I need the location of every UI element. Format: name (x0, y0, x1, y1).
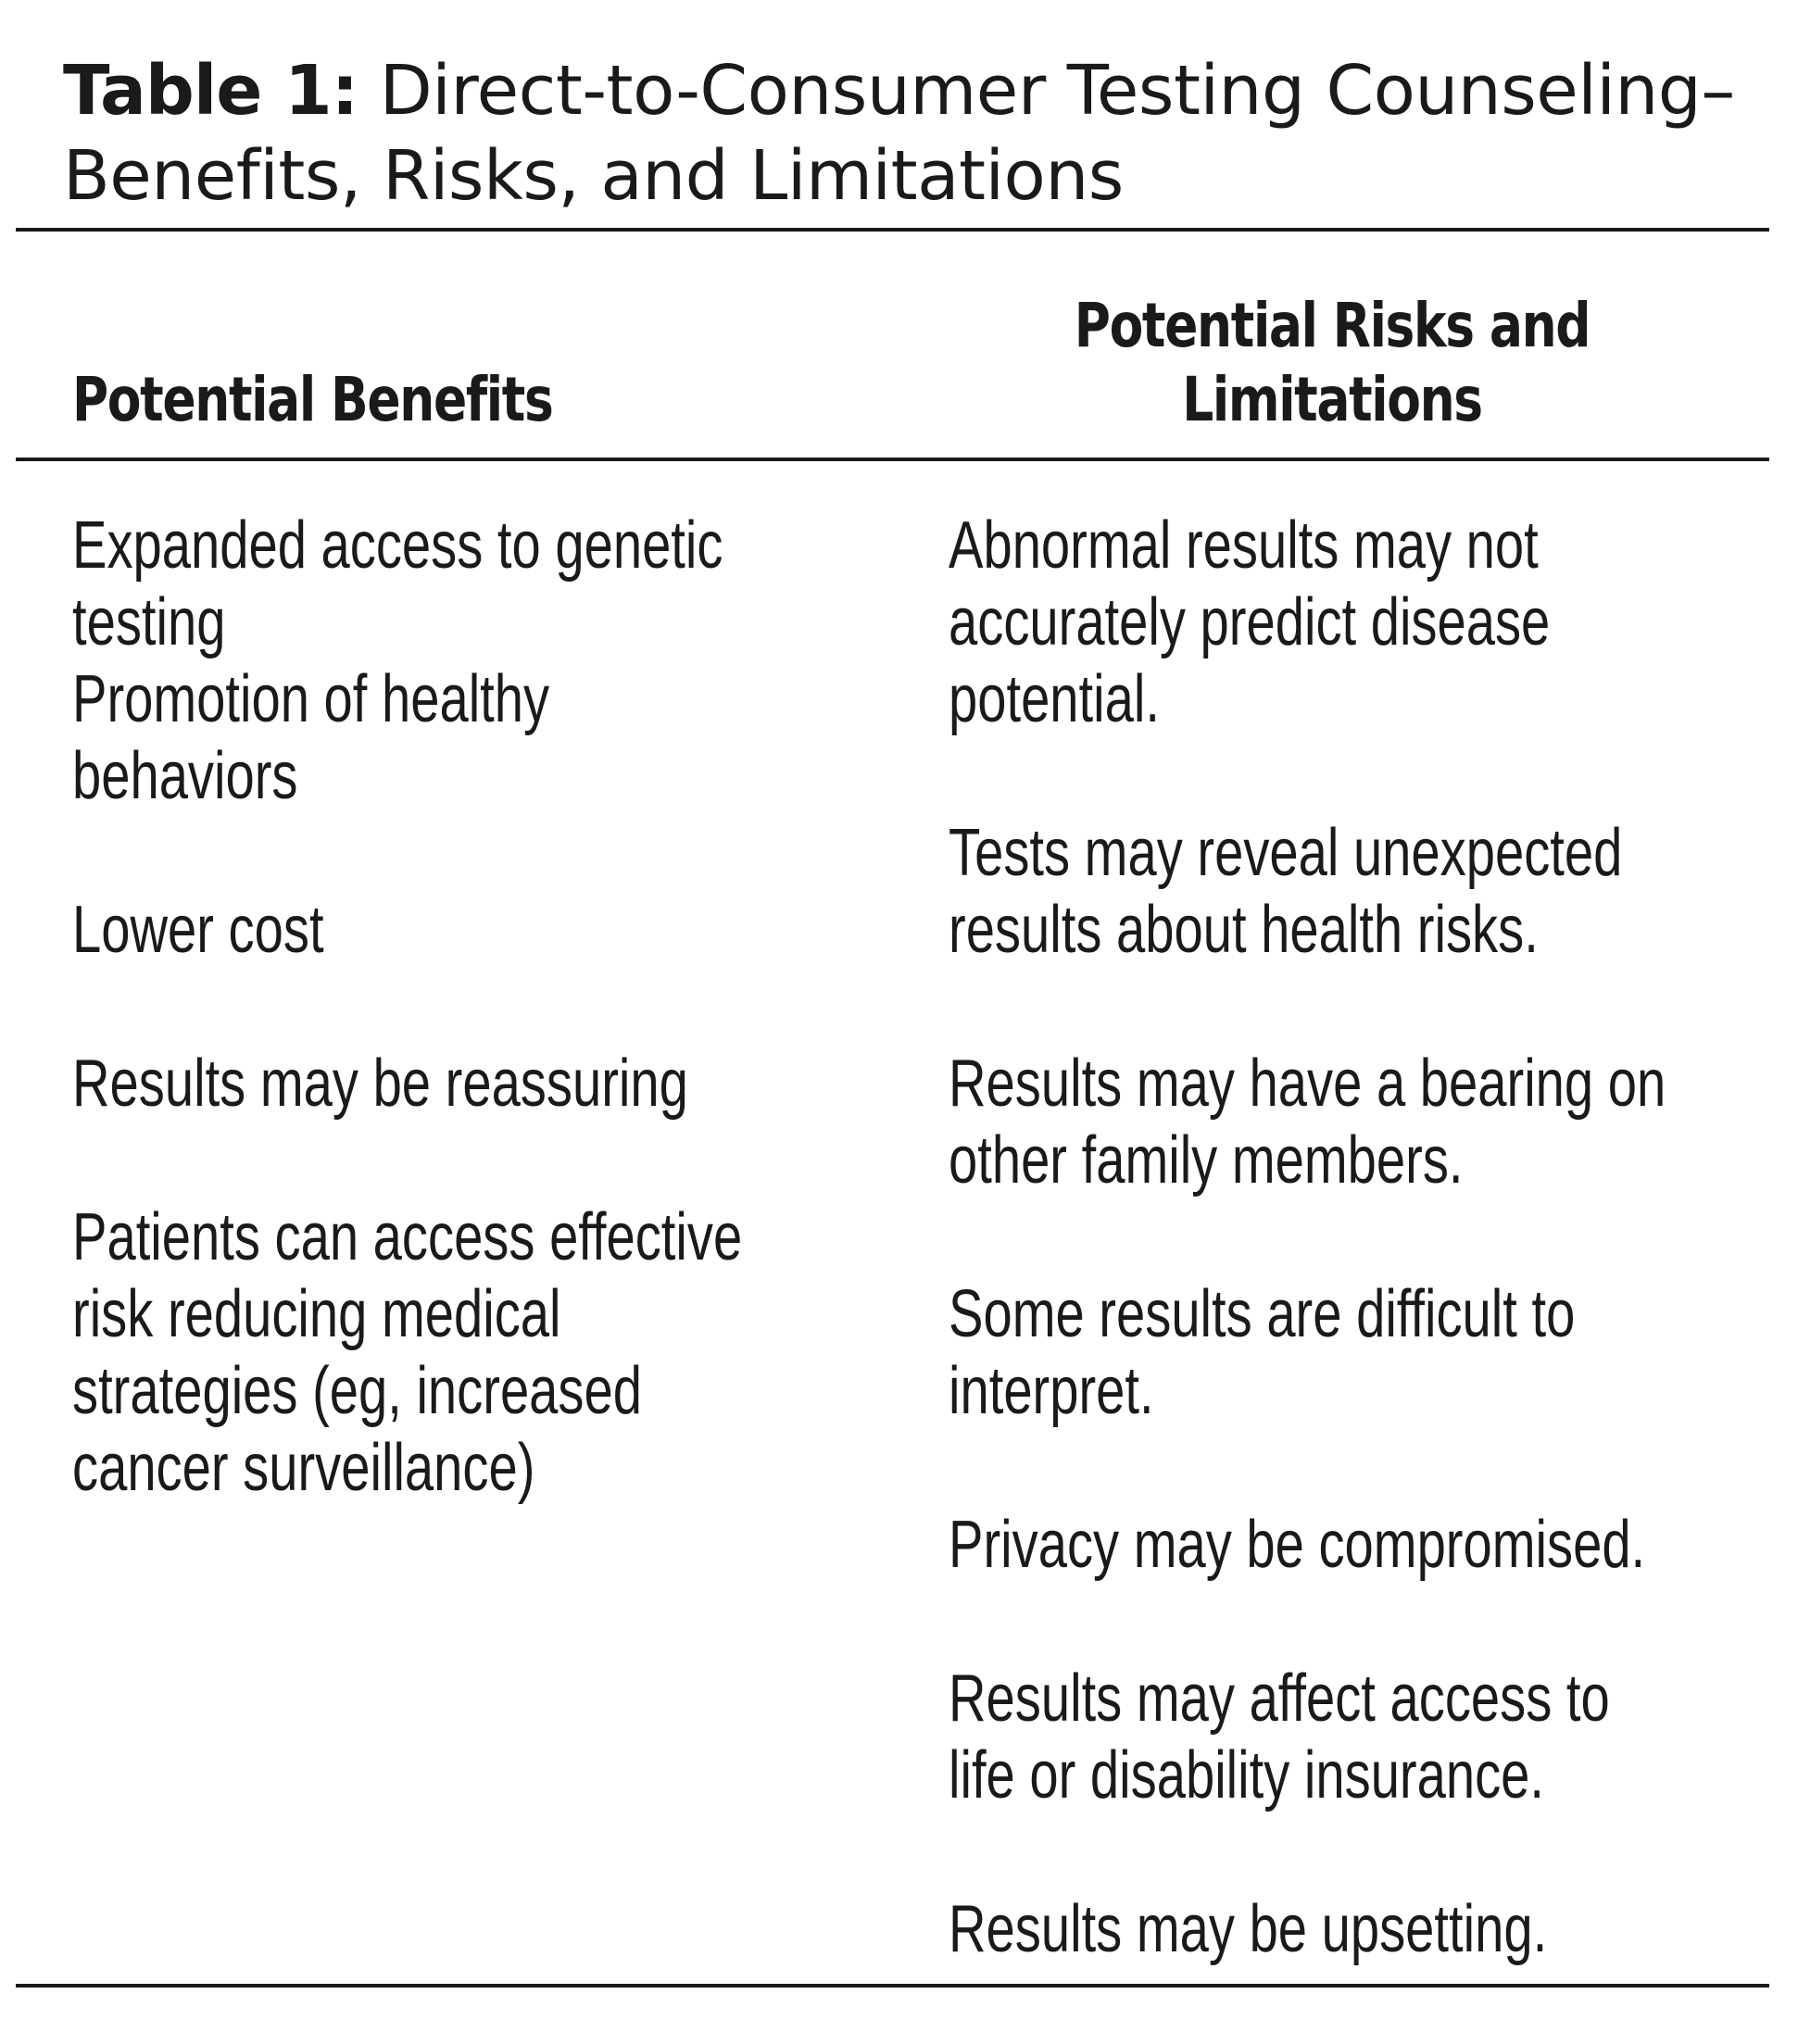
column-header-risks-line1: Potential Risks and (1074, 290, 1591, 361)
risk-item (949, 1891, 1779, 1968)
column-header-benefits-line1: Potential Benefits (72, 364, 553, 435)
top-rule (16, 228, 1769, 232)
table-title-label: Table 1: (63, 51, 358, 131)
benefit-line: cancer surveillance) (72, 1431, 535, 1505)
benefit-line: Results may be reassuring (72, 1047, 688, 1121)
table-title-text-line2: Benefits, Risks, and Limitations (63, 136, 1124, 216)
risk-line: Results may be upsetting. (949, 1892, 1548, 1966)
benefit-line: behaviors (72, 739, 298, 813)
risk-item (949, 508, 1779, 738)
benefits-column (72, 508, 906, 1507)
risk-item (949, 1276, 1779, 1430)
risk-item (949, 1507, 1779, 1584)
column-header-risks-line2: Limitations (1182, 364, 1482, 435)
benefit-item (72, 1046, 795, 1122)
risk-item (949, 1046, 1779, 1199)
risk-item (949, 815, 1779, 969)
risk-line: results about health risks. (949, 893, 1539, 967)
risk-line: Tests may reveal unexpected (949, 816, 1623, 890)
benefit-line: Promotion of healthy (72, 662, 550, 736)
risk-line: interpret. (949, 1354, 1154, 1428)
benefit-line: strategies (eg, increased (72, 1354, 642, 1428)
benefit-item (72, 508, 795, 661)
benefit-line: Lower cost (72, 893, 324, 967)
benefit-line: Expanded access to genetic (72, 508, 723, 583)
risk-item (949, 1661, 1779, 1814)
benefit-item (72, 661, 795, 815)
benefit-line: risk reducing medical (72, 1277, 561, 1351)
risk-line: other family members. (949, 1123, 1464, 1198)
header-rule (16, 458, 1769, 461)
risks-column (949, 508, 1782, 1968)
benefit-line: testing (72, 585, 226, 659)
risk-line: Some results are difficult to (949, 1277, 1576, 1351)
risk-line: life or disability insurance. (949, 1738, 1545, 1812)
benefit-item (72, 1199, 795, 1507)
column-header-risks (999, 289, 1666, 437)
table-title (63, 48, 1749, 219)
risk-line: Results may have a bearing on (949, 1047, 1666, 1121)
column-header-benefits (72, 363, 739, 437)
risk-line: Abnormal results may not (949, 508, 1539, 583)
table-title-text-line1: Direct-to-Consumer Testing Counseling– (379, 51, 1735, 131)
risk-line: potential. (949, 662, 1160, 736)
risk-line: Privacy may be compromised. (949, 1508, 1646, 1582)
risk-line: accurately predict disease (949, 585, 1551, 659)
bottom-rule (16, 1984, 1769, 1988)
benefit-line: Patients can access effective (72, 1200, 743, 1274)
benefit-item (72, 892, 795, 969)
risk-line: Results may affect access to (949, 1662, 1610, 1736)
